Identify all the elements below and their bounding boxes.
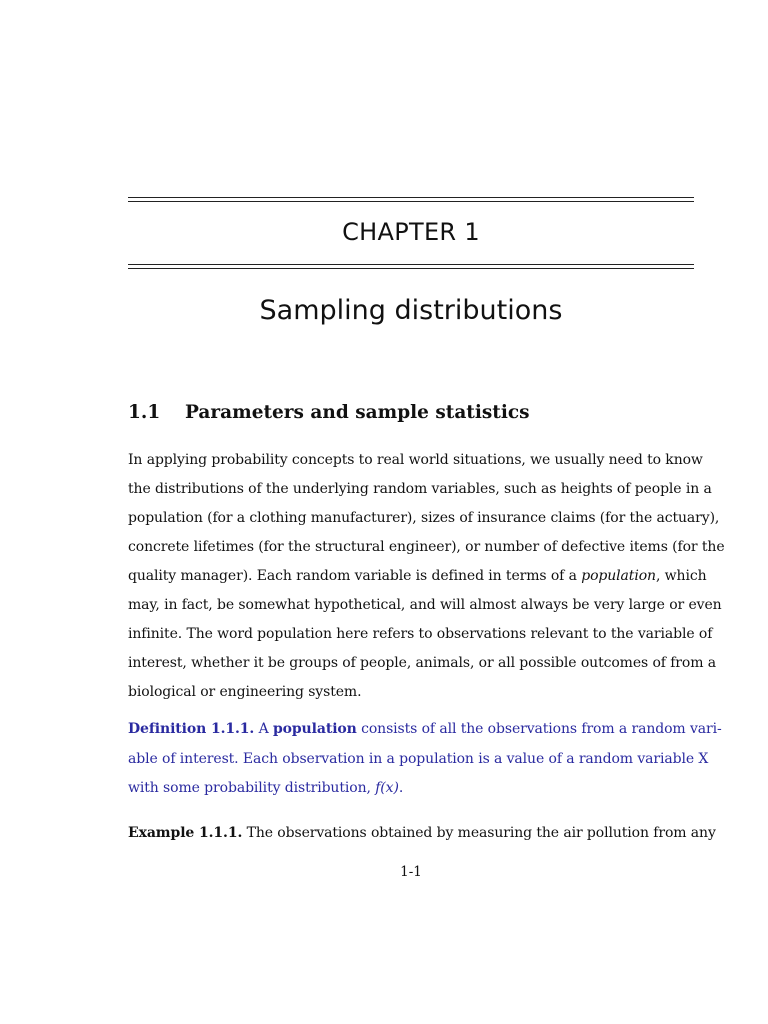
example-line [128,825,716,841]
section-title: Parameters and sample statistics [185,402,530,423]
population-emphasis: population [581,568,656,584]
paragraph-line: biological or engineering system. [128,684,362,700]
definition-label: Definition 1.1.1. [128,721,255,737]
paragraph-line-text: quality manager). Each random variable is defined in terms of a [128,568,582,584]
definition-text: . [398,780,404,796]
chapter-title: Sampling distributions [259,295,563,326]
definition-text: A [254,721,273,737]
document-page [128,0,725,1024]
paragraph-line: concrete lifetimes (for the structural engineer), or number of defective items (for the [128,539,725,555]
chapter-top-rule [128,197,694,202]
definition-line [128,780,694,796]
definition-line [128,721,722,737]
definition-text: consists of all the observations from a random vari- [356,721,722,737]
example-label: Example 1.1.1. [128,825,243,841]
paragraph-line-text: , which [655,568,707,584]
paragraph-line: In applying probability concepts to real world situations, we usually need to know [128,452,703,468]
paragraph-line: infinite. The word population here refers to observations relevant to the variable of [128,626,713,642]
paragraph-line: may, in fact, be somewhat hypothetical, and will almost always be very large or even [128,597,722,613]
definition-math: f(x) [375,780,399,796]
chapter-bottom-rule [128,264,694,269]
page-number: 1-1 [400,864,422,880]
section-number: 1.1 [128,402,161,423]
section-heading [128,402,530,423]
paragraph-line [128,568,707,584]
paragraph-line: population (for a clothing manufacturer), sizes of insurance claims (for the actuary), [128,510,720,526]
definition-text: with some probability distribution, [128,780,376,796]
chapter-label: CHAPTER 1 [342,218,480,246]
definition-term: population [272,721,357,737]
paragraph-line: interest, whether it be groups of people, animals, or all possible outcomes of from a [128,655,716,671]
paragraph-line: the distributions of the underlying random variables, such as heights of people in a [128,481,712,497]
example-text: The observations obtained by measuring the air pollution from any [242,825,716,841]
definition-line: able of interest. Each observation in a population is a value of a random variable X [128,751,709,767]
